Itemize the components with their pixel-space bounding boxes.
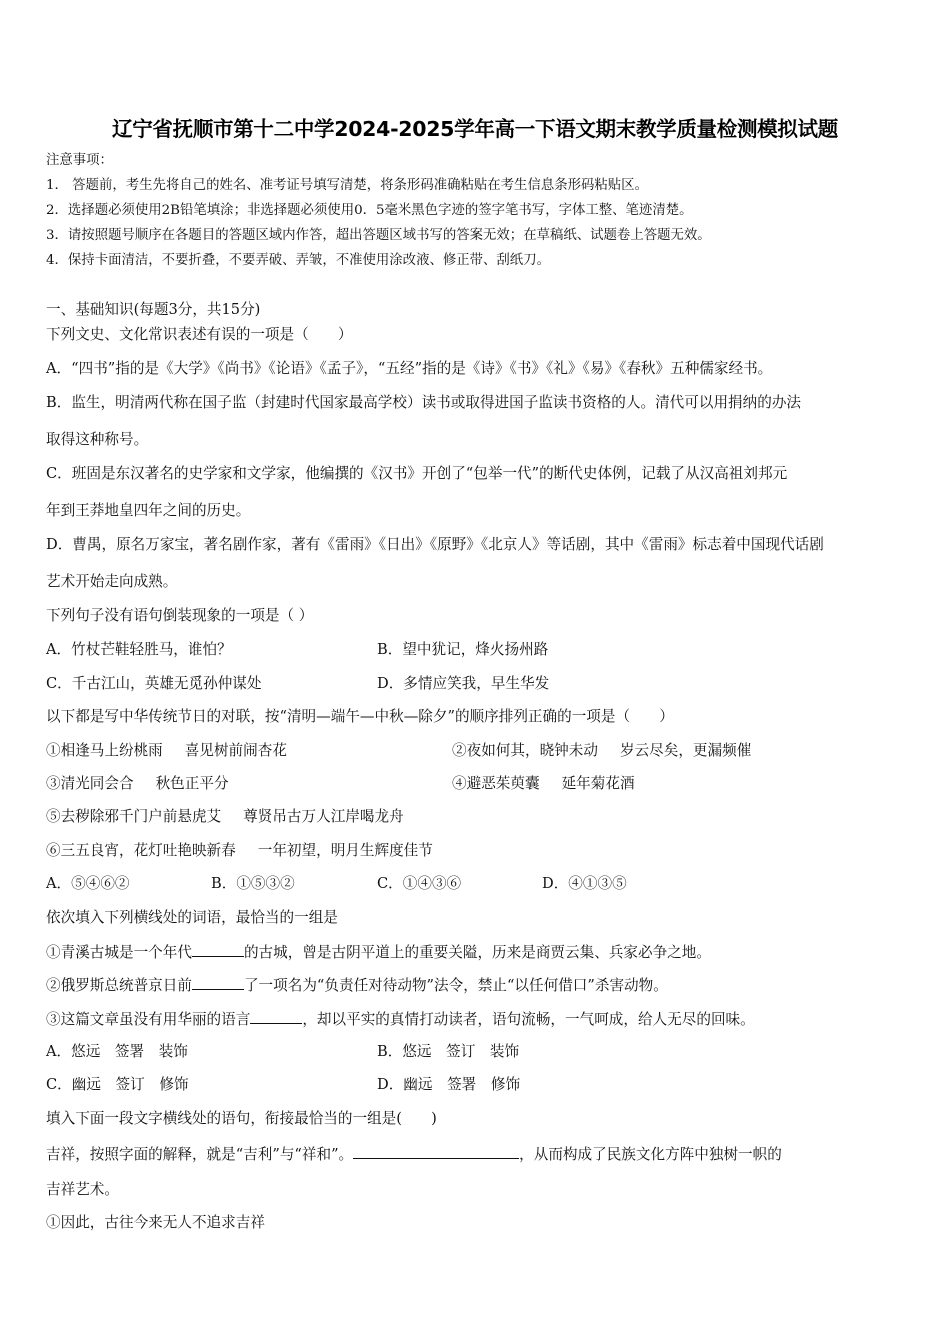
q5-passage-end: ，从而构成了民族文化方阵中独树一帜的 [519,1146,782,1163]
q3-couplet-3-first: ③清光同会合 [46,775,134,792]
q2-option-d: D．多情应笑我，早生华发 [377,675,550,692]
q4-stem: 依次填入下列横线处的词语，最恰当的一组是 [46,909,338,926]
q4-option-a: A．悠远 签署 装饰 [46,1043,188,1060]
fill-blank-3 [250,1009,302,1024]
q3-couplet-5 [46,808,404,826]
q3-stem: 以下都是写中华传统节日的对联，按“清明—端午—中秋—除夕”的顺序排列正确的一项是（ ） [46,708,674,725]
q1-option-d-line2: 艺术开始走向成熟。 [46,573,178,590]
q1-option-a: A．“四书”指的是《大学》《尚书》《论语》《孟子》，“五经”指的是《诗》《书》《礼》《易》《春秋》五种儒家经书。 [46,360,773,377]
q3-couplet-2 [452,742,751,760]
q5-passage-line2: 吉祥艺术。 [46,1181,119,1198]
q3-couplet-3-second: 秋色正平分 [155,775,229,792]
q2-option-a: A．竹杖芒鞋轻胜马，谁怕？ [46,641,232,658]
q2-option-c: C．千古江山，英雄无觅孙仲谋处 [46,675,262,692]
q2-stem: 下列句子没有语句倒装现象的一项是（ ） [46,607,314,624]
q1-option-d-line1: D．曹禺，原名万家宝，著名剧作家，著有《雷雨》《日出》《原野》《北京人》等话剧，其中《雷雨》标志着中国现代话剧 [46,536,824,553]
q4-sentence-1-start: ①青溪古城是一个年代 [46,944,192,961]
q3-couplet-5-first: ⑤去秽除邪千门户前悬虎艾 [46,808,222,825]
q3-couplet-1-second: 喜见树前闹杏花 [184,742,287,759]
notice-item-2: 2．选择题必须使用2B铅笔填涂；非选择题必须使用0．5毫米黑色字迹的签字笔书写，字体工整、笔迹清楚。 [46,203,693,218]
q4-sentence-2 [46,975,668,995]
q1-option-b-line2: 取得这种称号。 [46,431,149,448]
q2-option-b: B．望中犹记，烽火扬州路 [377,641,549,658]
q3-couplet-5-second: 尊贤吊古万人江岸喝龙舟 [243,808,404,825]
q4-option-c: C．幽远 签订 修饰 [46,1076,189,1093]
q1-option-b-line1: B．监生，明清两代称在国子监（封建时代国家最高学校）读书或取得进国子监读书资格的人。清代可以用捐纳的办法 [46,394,802,411]
q3-couplet-1 [46,742,287,760]
q4-sentence-2-end: 了一项名为“负责任对待动物”法令，禁止“以任何借口”杀害动物。 [243,977,668,994]
q4-sentence-3 [46,1009,755,1029]
q4-option-b: B．悠远 签订 装饰 [377,1043,520,1060]
q3-couplet-2-second: 岁云尽矣，更漏频催 [619,742,752,759]
page-title: 辽宁省抚顺市第十二中学2024-2025学年高一下语文期末教学质量检测模拟试题 [112,117,838,141]
q3-option-a: A．⑤④⑥② [46,875,130,892]
q1-option-c-line1: C．班固是东汉著名的史学家和文学家，他编撰的《汉书》开创了“包举一代”的断代史体例，记载了从汉高祖刘邦元 [46,465,788,482]
q3-couplet-3 [46,775,229,793]
q5-passage-start: 吉祥，按照字面的解释，就是“吉利”与“祥和”。 [46,1146,354,1163]
q4-sentence-3-start: ③这篇文章虽没有用华丽的语言 [46,1011,251,1028]
section-heading: 一、基础知识(每题3分，共15分) [46,301,261,318]
fill-blank-1 [192,942,244,957]
q4-sentence-1 [46,942,711,962]
q3-couplet-1-first: ①相逢马上纷桃雨 [46,742,163,759]
notice-heading: 注意事项： [46,153,113,168]
q3-couplet-4-first: ④避恶茱萸囊 [452,775,540,792]
q3-couplet-2-first: ②夜如何其，晓钟未动 [452,742,598,759]
notice-item-4: 4．保持卡面清洁，不要折叠，不要弄破、弄皱，不准使用涂改液、修正带、刮纸刀。 [46,253,550,268]
fill-blank-4 [353,1144,519,1159]
q3-option-d: D．④①③⑤ [542,875,627,892]
q4-sentence-1-end: 的古城，曾是古阴平道上的重要关隘，历来是商贾云集、兵家必争之地。 [243,944,711,961]
q3-couplet-4-second: 延年菊花酒 [561,775,635,792]
q4-option-d: D．幽远 签署 修饰 [377,1076,521,1093]
q3-couplet-6-first: ⑥三五良宵，花灯吐艳映新春 [46,842,236,859]
q4-sentence-3-end: ，却以平实的真情打动读者，语句流畅，一气呵成，给人无尽的回味。 [302,1011,755,1028]
q5-option-1: ①因此，古往今来无人不追求吉祥 [46,1214,265,1231]
q4-sentence-2-start: ②俄罗斯总统普京日前 [46,977,192,994]
q3-option-b: B．①⑤③② [211,875,295,892]
notice-item-3: 3．请按照题号顺序在各题目的答题区域内作答，超出答题区域书写的答案无效；在草稿纸、试题卷上答题无效。 [46,228,711,243]
q3-couplet-6-second: 一年初望，明月生辉度佳节 [257,842,433,859]
q3-option-c: C．①④③⑥ [377,875,462,892]
q3-couplet-6 [46,842,433,860]
fill-blank-2 [192,975,244,990]
q5-stem: 填入下面一段文字横线处的语句，衔接最恰当的一组是( ) [46,1110,437,1127]
q3-couplet-4 [452,775,635,793]
q1-stem: 下列文史、文化常识表述有误的一项是（ ） [46,326,353,343]
q1-option-c-line2: 年到王莽地皇四年之间的历史。 [46,502,251,519]
q5-passage-line1 [46,1144,782,1164]
notice-item-1: 1． 答题前，考生先将自己的姓名、准考证号填写清楚，将条形码准确粘贴在考生信息条形码粘贴区。 [46,178,648,193]
